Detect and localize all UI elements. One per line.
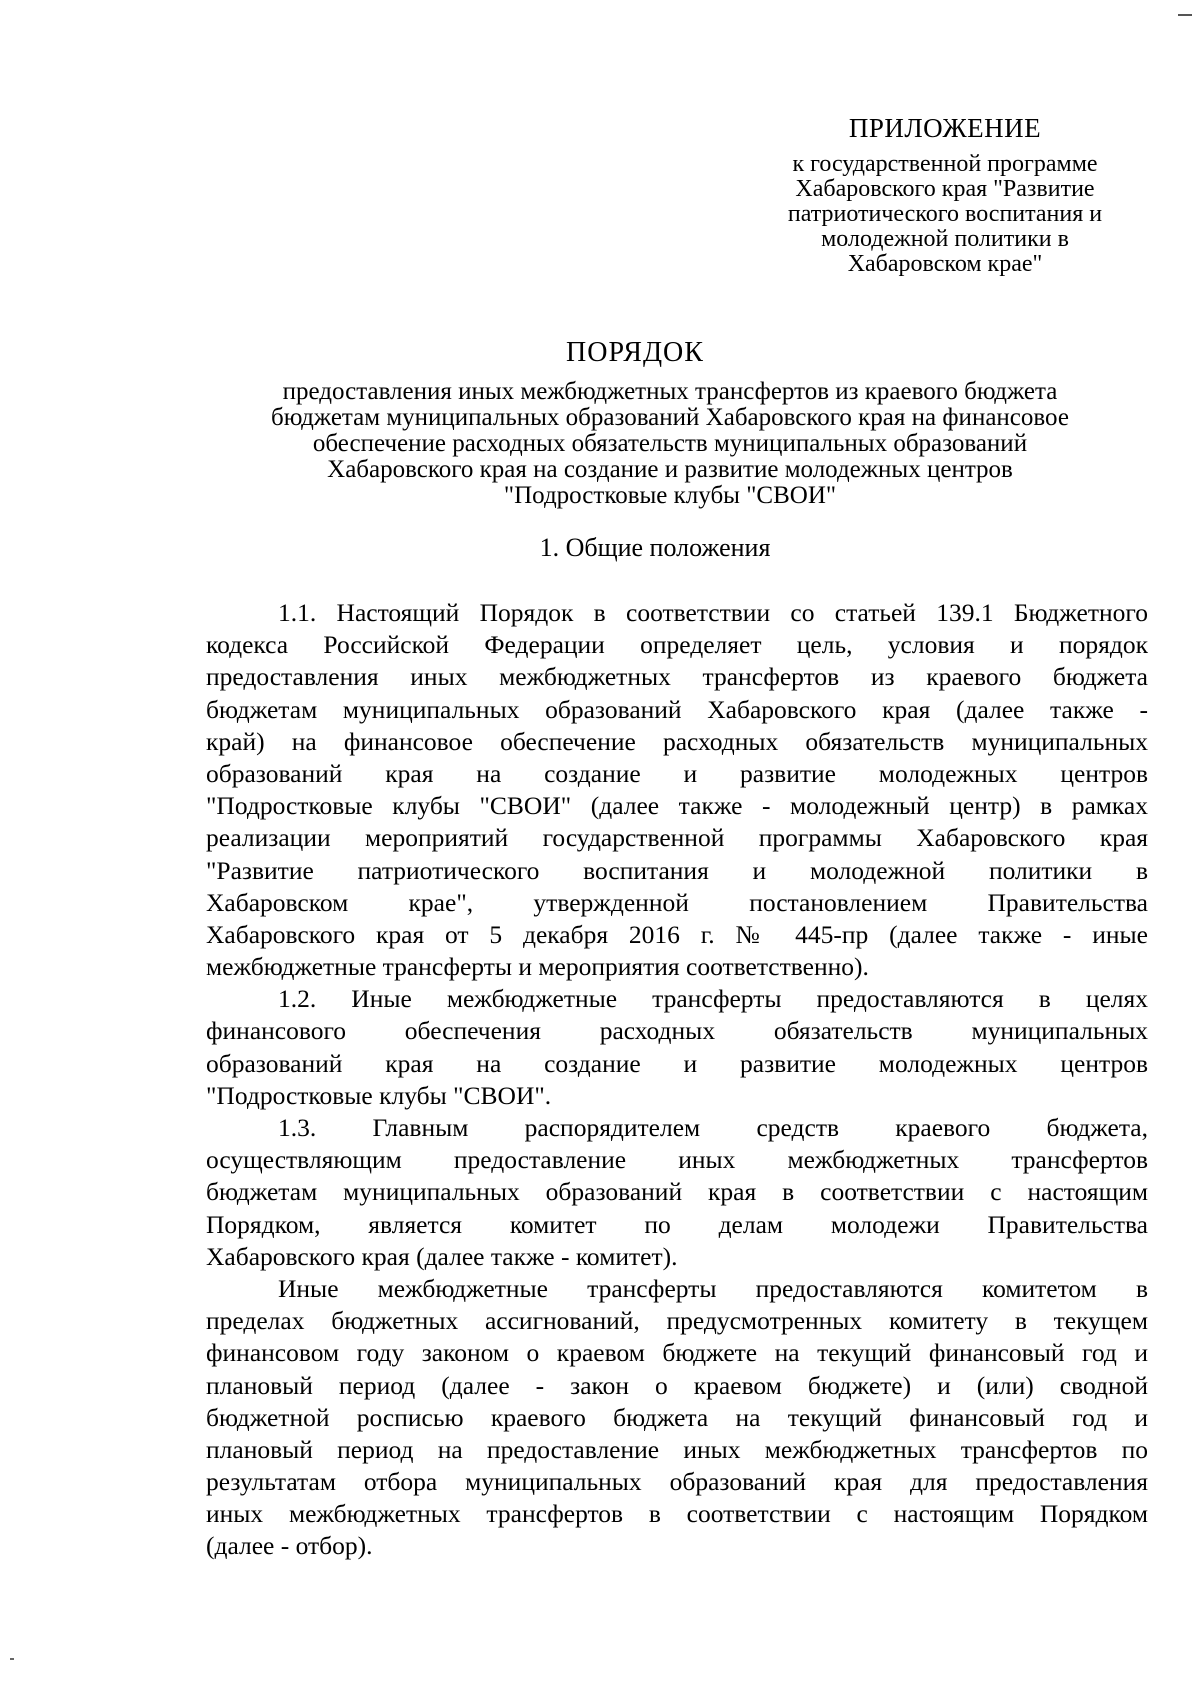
appendix-line: Хабаровского края "Развитие: [795, 176, 1095, 202]
appendix-line: Хабаровском крае": [847, 251, 1043, 277]
text-line: реализации мероприятий государственной программы Хабаровского края: [206, 823, 1148, 853]
text-line: образований края на создание и развитие молодежных центров: [206, 1048, 1148, 1078]
appendix-header: [745, 112, 1145, 277]
body-text: [206, 597, 1148, 1563]
text-line: финансового обеспечения расходных обязательств муниципальных: [206, 1016, 1148, 1046]
document-subtitle: [200, 379, 1140, 509]
paragraph-1-3-continued: [206, 1273, 1148, 1563]
section-heading: 1. Общие положения: [539, 533, 771, 562]
text-line: край) на финансовое обеспечение расходных обязательств муниципальных: [206, 726, 1148, 756]
text-line: Хабаровского края от 5 декабря 2016 г. № 445-пр (далее также - иные: [206, 919, 1148, 949]
text-line: Хабаровского края (далее также - комитет).: [206, 1241, 678, 1271]
text-line: плановый период на предоставление иных межбюджетных трансфертов по: [206, 1434, 1148, 1464]
text-line: "Подростковые клубы "СВОИ" (далее также - молодежный центр) в рамках: [206, 791, 1148, 821]
subtitle-line: предоставления иных межбюджетных трансфертов из краевого бюджета: [282, 378, 1058, 405]
text-line: предоставления иных межбюджетных трансфертов из краевого бюджета: [206, 662, 1148, 692]
document-title: ПОРЯДОК: [566, 337, 704, 368]
paragraph-1-1: [206, 597, 1148, 983]
appendix-line: патриотического воспитания и: [787, 201, 1103, 227]
appendix-line: к государственной программе: [792, 151, 1098, 177]
text-line: Иные межбюджетные трансферты предоставляются комитетом в: [278, 1273, 1148, 1303]
text-line: бюджетам муниципальных образований края в соответствии с настоящим: [206, 1177, 1148, 1207]
text-line: кодекса Российской Федерации определяет цель, условия и порядок: [206, 630, 1148, 660]
text-line: (далее - отбор).: [206, 1531, 373, 1561]
text-line: пределах бюджетных ассигнований, предусмотренных комитету в текущем: [206, 1306, 1148, 1336]
text-line: бюджетной росписью краевого бюджета на текущий финансовый год и: [206, 1402, 1148, 1432]
text-line: плановый период (далее - закон о краевом бюджете) и (или) сводной: [206, 1370, 1148, 1400]
text-line: "Развитие патриотического воспитания и молодежной политики в: [206, 855, 1148, 885]
subtitle-line: бюджетам муниципальных образований Хабаровского края на финансовое: [271, 404, 1069, 431]
subtitle-line: "Подростковые клубы "СВОИ": [503, 482, 837, 509]
subtitle-line: обеспечение расходных обязательств муниципальных образований: [312, 430, 1028, 457]
text-line: Хабаровском крае", утвержденной постановлением Правительства: [206, 887, 1148, 917]
text-line: 1.1. Настоящий Порядок в соответствии со статьей 139.1 Бюджетного: [278, 598, 1148, 627]
scan-artifact-bottom: [10, 1658, 14, 1660]
text-line: осуществляющим предоставление иных межбюджетных трансфертов: [206, 1145, 1148, 1175]
text-line: иных межбюджетных трансфертов в соответствии с настоящим Порядком: [206, 1499, 1148, 1529]
text-line: 1.2. Иные межбюджетные трансферты предоставляются в целях: [278, 984, 1148, 1014]
subtitle-line: Хабаровского края на создание и развитие молодежных центров: [327, 456, 1013, 483]
appendix-line: молодежной политики в: [821, 226, 1069, 252]
text-line: 1.3. Главным распорядителем средств краевого бюджета,: [278, 1113, 1148, 1142]
paragraph-1-3: [206, 1112, 1148, 1273]
paragraph-1-2: [206, 983, 1148, 1112]
text-line: финансовом году законом о краевом бюджете на текущий финансовый год и: [206, 1338, 1148, 1368]
text-line: результатам отбора муниципальных образований края для предоставления: [206, 1467, 1148, 1497]
text-line: образований края на создание и развитие молодежных центров: [206, 758, 1148, 788]
text-line: Порядком, является комитет по делам молодежи Правительства: [206, 1209, 1148, 1239]
appendix-title: ПРИЛОЖЕНИЕ: [848, 113, 1042, 143]
text-line: "Подростковые клубы "СВОИ".: [206, 1080, 552, 1110]
text-line: бюджетам муниципальных образований Хабаровского края (далее также -: [206, 694, 1148, 724]
scan-artifact-top: [1178, 14, 1192, 16]
text-line: межбюджетные трансферты и мероприятия соответственно).: [206, 952, 869, 982]
